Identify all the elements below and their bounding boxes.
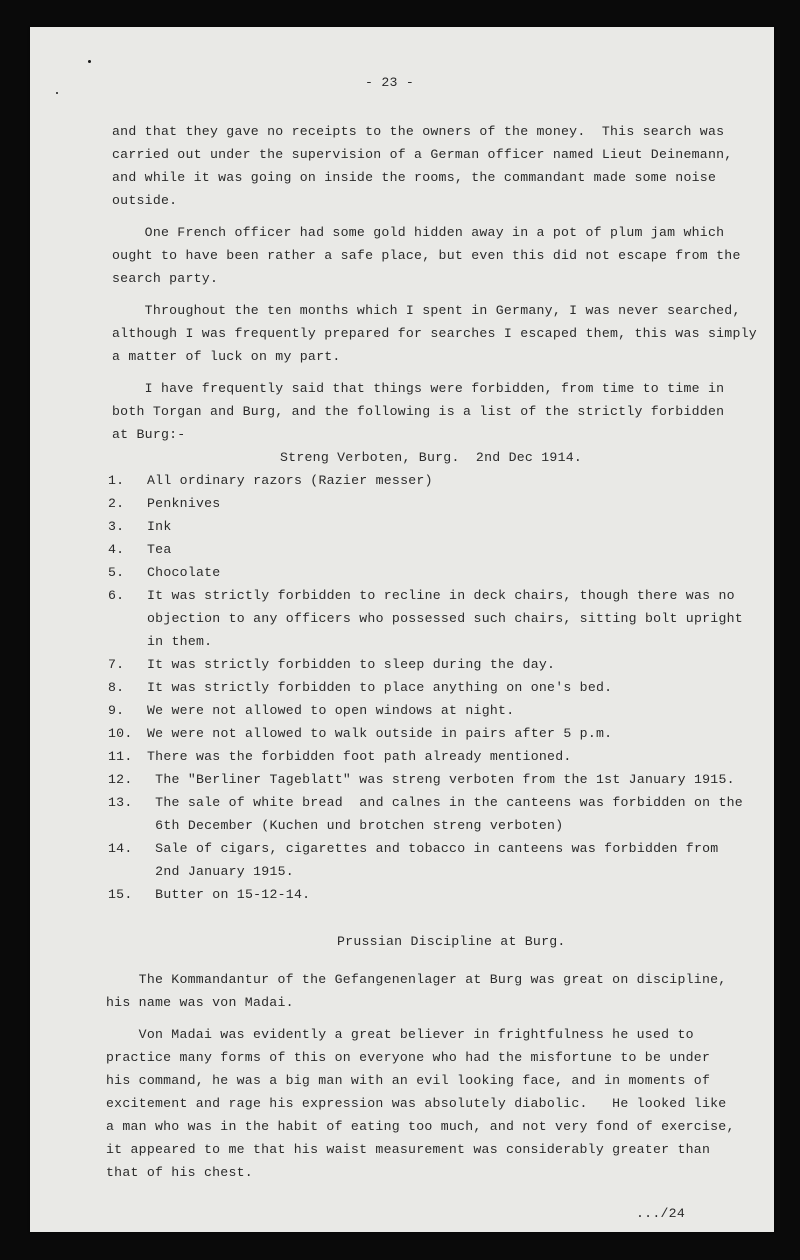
- text-line: at Burg:-: [112, 427, 186, 442]
- list-item-number: 12.: [108, 772, 133, 787]
- list-item-number: 13.: [108, 795, 133, 810]
- text-line: outside.: [112, 193, 178, 208]
- text-line: and that they gave no receipts to the owners of the money. This search was: [112, 124, 725, 139]
- text-line: and while it was going on inside the rooms, the commandant made some noise: [112, 170, 717, 185]
- ink-dot: [56, 92, 58, 94]
- list-item-number: 2.: [108, 496, 125, 511]
- list-item-text: It was strictly forbidden to recline in deck chairs, though there was no: [147, 588, 735, 603]
- list-item-text: 2nd January 1915.: [147, 864, 294, 879]
- text-line: excitement and rage his expression was absolutely diabolic. He looked like: [106, 1096, 727, 1111]
- list-item-text: in them.: [147, 634, 213, 649]
- list-item-text: objection to any officers who possessed such chairs, sitting bolt upright: [147, 611, 743, 626]
- list-item-number: 1.: [108, 473, 125, 488]
- list-item-number: 10.: [108, 726, 133, 741]
- list-item-text: The "Berliner Tageblatt" was streng verboten from the 1st January 1915.: [147, 772, 735, 787]
- text-line: his name was von Madai.: [106, 995, 294, 1010]
- list-item-text: We were not allowed to walk outside in pairs after 5 p.m.: [147, 726, 613, 741]
- ink-dot: [88, 60, 91, 63]
- list-item-text: Penknives: [147, 496, 221, 511]
- text-line: The Kommandantur of the Gefangenenlager at Burg was great on discipline,: [106, 972, 727, 987]
- list-item-text: Sale of cigars, cigarettes and tobacco in canteens was forbidden from: [147, 841, 719, 856]
- text-line: ought to have been rather a safe place, but even this did not escape from the: [112, 248, 741, 263]
- list-item-number: 3.: [108, 519, 125, 534]
- list-item-text: Ink: [147, 519, 172, 534]
- list-item-number: 14.: [108, 841, 133, 856]
- text-line: carried out under the supervision of a German officer named Lieut Deinemann,: [112, 147, 733, 162]
- text-line: I have frequently said that things were forbidden, from time to time in: [112, 381, 725, 396]
- list-item-number: 11.: [108, 749, 133, 764]
- list-item-number: 6.: [108, 588, 125, 603]
- text-line: it appeared to me that his waist measurement was considerably greater than: [106, 1142, 711, 1157]
- text-line: his command, he was a big man with an evil looking face, and in moments of: [106, 1073, 711, 1088]
- list-item-text: Tea: [147, 542, 172, 557]
- text-line: both Torgan and Burg, and the following is a list of the strictly forbidden: [112, 404, 725, 419]
- list-item-number: 4.: [108, 542, 125, 557]
- list-item-text: All ordinary razors (Razier messer): [147, 473, 433, 488]
- continuation-reference: .../24: [636, 1206, 685, 1221]
- list-item-text: Chocolate: [147, 565, 221, 580]
- list-item-text: We were not allowed to open windows at night.: [147, 703, 515, 718]
- text-line: a matter of luck on my part.: [112, 349, 341, 364]
- list-heading: Streng Verboten, Burg. 2nd Dec 1914.: [280, 450, 583, 465]
- list-item-number: 15.: [108, 887, 133, 902]
- page-number: - 23 -: [365, 75, 414, 90]
- text-line: Throughout the ten months which I spent in Germany, I was never searched,: [112, 303, 741, 318]
- list-item-text: It was strictly forbidden to sleep during the day.: [147, 657, 556, 672]
- list-item-number: 7.: [108, 657, 125, 672]
- list-item-number: 9.: [108, 703, 125, 718]
- text-line: although I was frequently prepared for searches I escaped them, this was simply: [112, 326, 757, 341]
- list-item-number: 5.: [108, 565, 125, 580]
- section-heading: Prussian Discipline at Burg.: [337, 934, 566, 949]
- text-line: One French officer had some gold hidden away in a pot of plum jam which: [112, 225, 725, 240]
- list-item-number: 8.: [108, 680, 125, 695]
- list-item-text: Butter on 15-12-14.: [147, 887, 311, 902]
- text-line: that of his chest.: [106, 1165, 253, 1180]
- list-item-text: 6th December (Kuchen und brotchen streng verboten): [147, 818, 564, 833]
- list-item-text: The sale of white bread and calnes in the canteens was forbidden on the: [147, 795, 743, 810]
- list-item-text: It was strictly forbidden to place anything on one's bed.: [147, 680, 613, 695]
- text-line: practice many forms of this on everyone who had the misfortune to be under: [106, 1050, 711, 1065]
- list-item-text: There was the forbidden foot path already mentioned.: [147, 749, 572, 764]
- document-page: [30, 27, 774, 1232]
- text-line: Von Madai was evidently a great believer in frightfulness he used to: [106, 1027, 694, 1042]
- text-line: a man who was in the habit of eating too much, and not very fond of exercise,: [106, 1119, 735, 1134]
- text-line: search party.: [112, 271, 219, 286]
